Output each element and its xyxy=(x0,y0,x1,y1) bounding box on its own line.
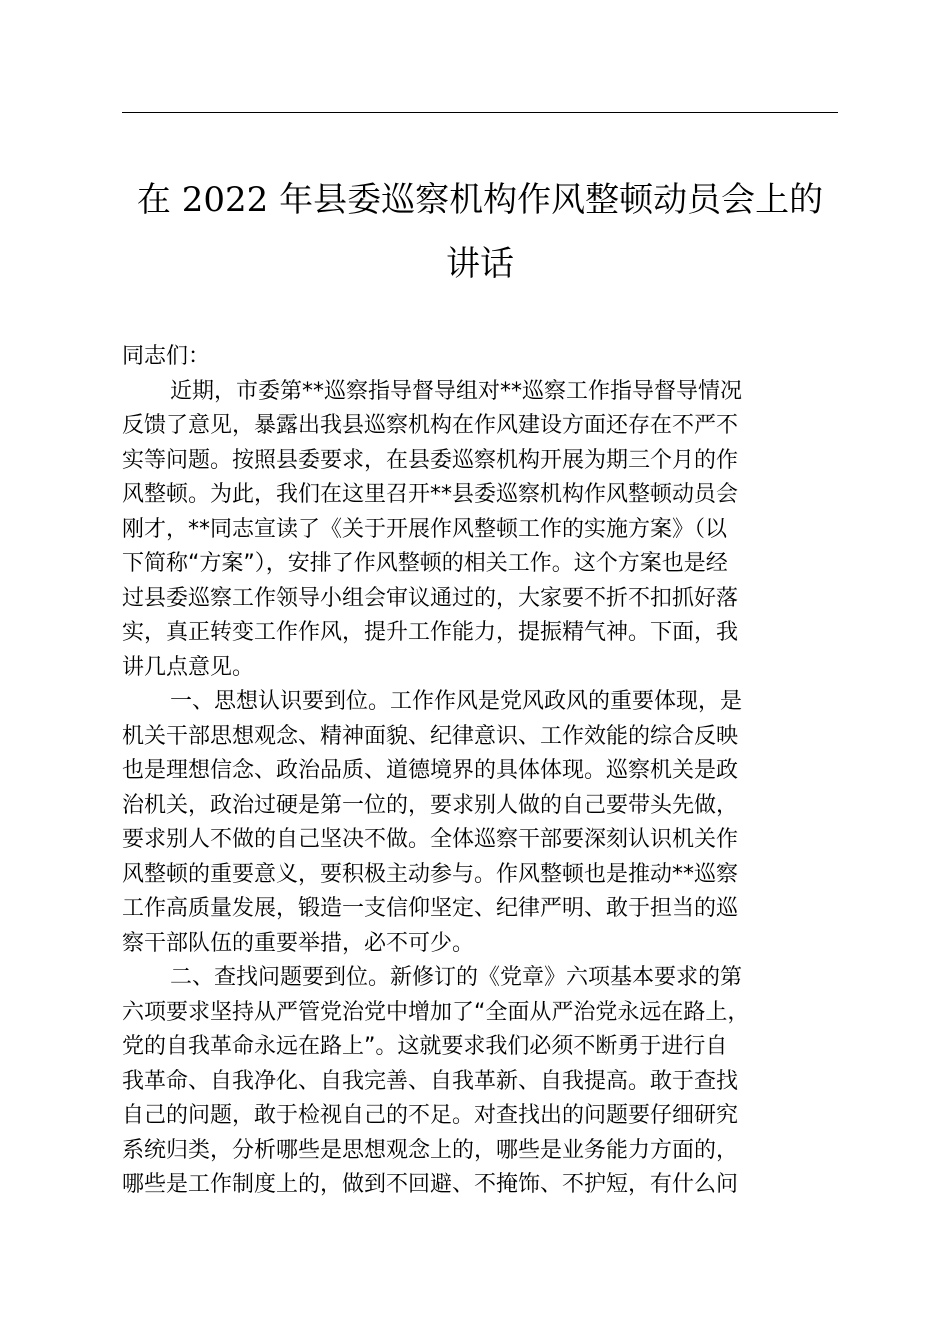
text-line: 机关干部思想观念、精神面貌、纪律意识、工作效能的综合反映 xyxy=(122,723,739,749)
text-line: 下简称“方案”），安排了作风整顿的相关工作。这个方案也是经 xyxy=(122,551,728,576)
text-line: 哪些是工作制度上的，做到不回避、不掩饰、不护短，有什么问 xyxy=(122,1172,739,1197)
text-line: 党的自我革命永远在路上”。这就要求我们必须不断勇于进行自 xyxy=(122,1034,728,1059)
text-line: 我革命、自我净化、自我完善、自我革新、自我提高。敢于查找 xyxy=(122,1068,739,1094)
text-line: 反馈了意见，暴露出我县巡察机构在作风建设方面还存在不严不 xyxy=(122,413,739,438)
text-line: 二、查找问题要到位。新修订的《党章》六项基本要求的第 xyxy=(170,965,743,990)
text-line: 刚才，**同志宣读了《关于开展作风整顿工作的实施方案》（以 xyxy=(122,516,728,542)
text-line: 近期，市委第**巡察指导督导组对**巡察工作指导督导情况 xyxy=(170,378,743,404)
text-line: 讲几点意见。 xyxy=(122,654,255,680)
text-line: 实等问题。按照县委要求，在县委巡察机构开展为期三个月的作 xyxy=(122,447,739,473)
text-line: 工作高质量发展，锻造一支信仰坚定、纪律严明、敢于担当的巡 xyxy=(122,896,739,921)
document-title xyxy=(122,168,838,296)
text-line: 风整顿的重要意义，要积极主动参与。作风整顿也是推动**巡察 xyxy=(122,861,739,887)
text-line: 治机关，政治过硬是第一位的，要求别人做的自己要带头先做， xyxy=(122,792,739,818)
title-line: 在 2022 年县委巡察机构作风整顿动员会上的 xyxy=(136,180,824,220)
greeting: 同志们： xyxy=(122,344,211,369)
text-line: 六项要求坚持从严管党治党中增加了“全面从严治党永远在路上， xyxy=(122,999,750,1025)
text-line: 也是理想信念、政治品质、道德境界的具体体现。巡察机关是政 xyxy=(122,758,739,783)
text-line: 要求别人不做的自己坚决不做。全体巡察干部要深刻认识机关作 xyxy=(122,827,739,852)
text-line: 察干部队伍的重要举措，必不可少。 xyxy=(122,930,475,956)
text-line: 风整顿。为此，我们在这里召开**县委巡察机构作风整顿动员会 xyxy=(122,482,739,507)
header-rule xyxy=(122,112,838,113)
paragraph-block xyxy=(122,375,862,1203)
text-line: 过县委巡察工作领导小组会审议通过的，大家要不折不扣抓好落 xyxy=(122,585,739,611)
document-body xyxy=(122,340,862,1203)
text-line: 系统归类，分析哪些是思想观念上的，哪些是业务能力方面的， xyxy=(122,1137,739,1163)
title-line: 讲话 xyxy=(446,244,514,284)
text-line: 一、思想认识要到位。工作作风是党风政风的重要体现，是 xyxy=(170,689,743,714)
text-line: 自己的问题，敢于检视自己的不足。对查找出的问题要仔细研究 xyxy=(122,1103,739,1128)
text-line: 实，真正转变工作作风，提升工作能力，提振精气神。下面，我 xyxy=(122,620,739,645)
